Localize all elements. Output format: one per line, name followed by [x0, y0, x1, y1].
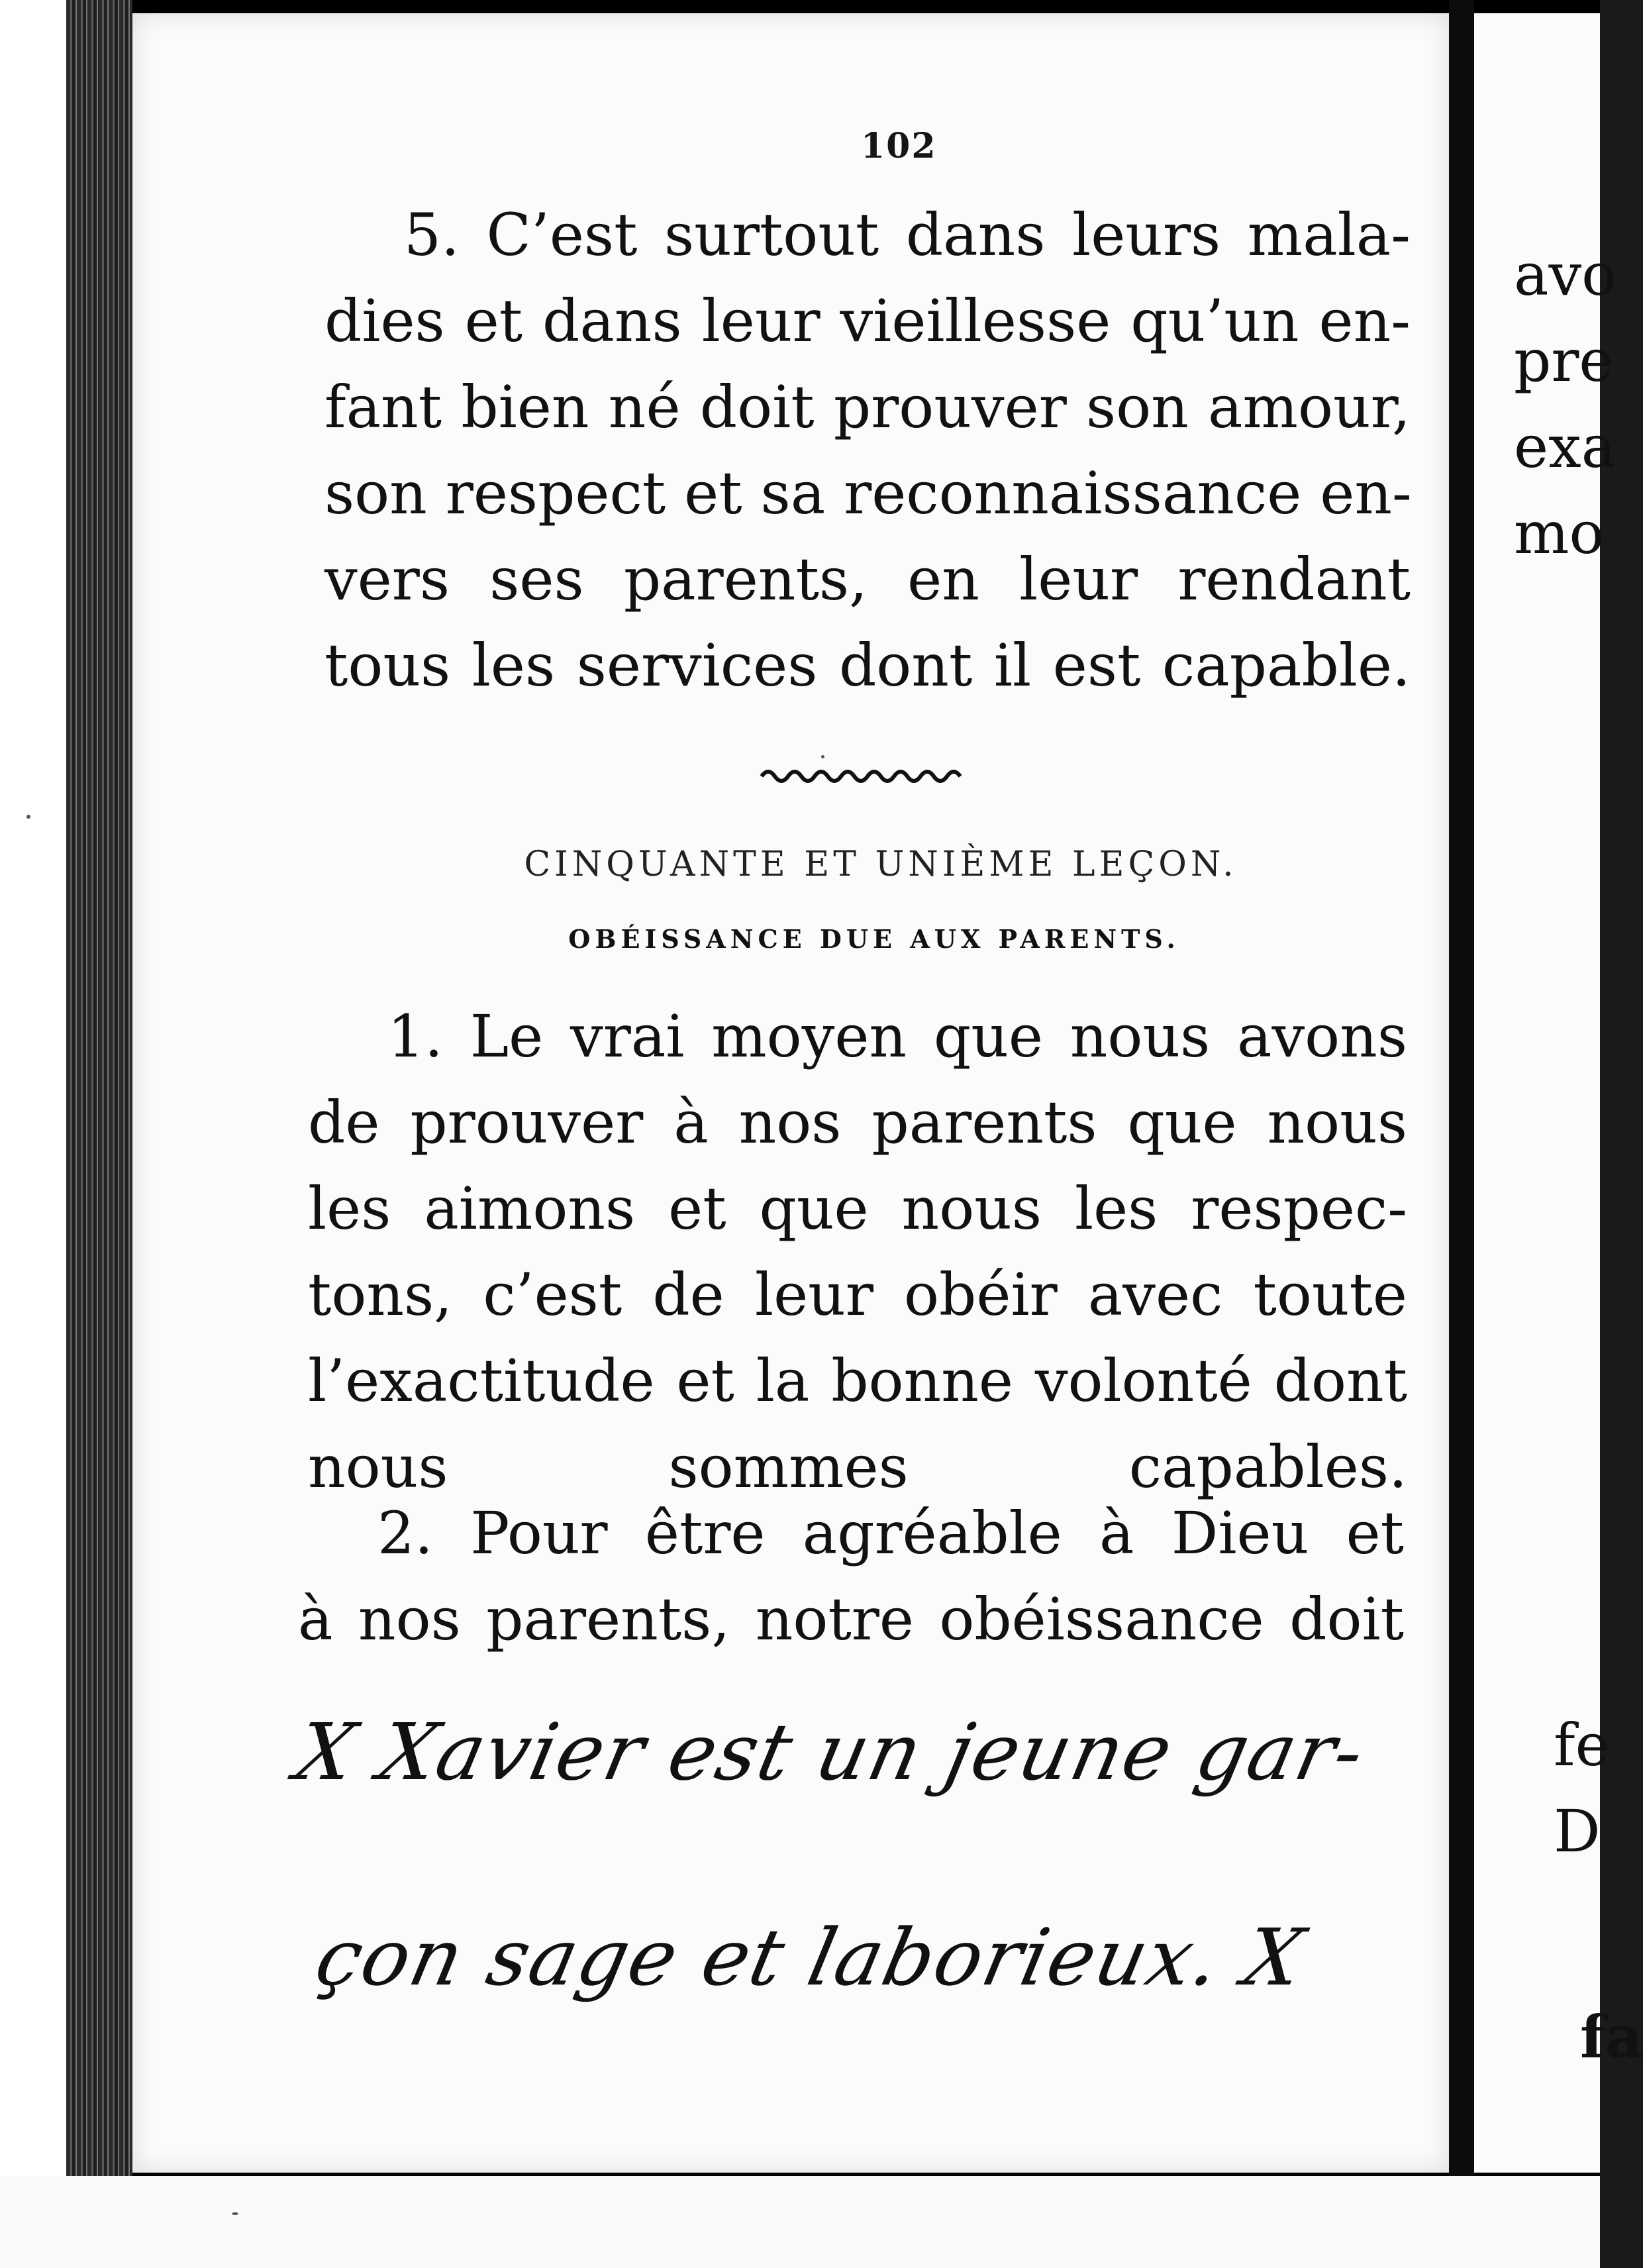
text-line: 1. Le vrai moyen que nous avons [387, 1002, 1407, 1070]
text-fragment: avo [1514, 240, 1617, 309]
book-page-edges [66, 0, 132, 2268]
facing-page-fragment [1474, 13, 1643, 2173]
text-line: tons, c’est de leur obéir avec toute [308, 1261, 1407, 1329]
lesson-title: CINQUANTE ET UNIÈME LEÇON. [524, 845, 1238, 884]
handwriting-model-line: X Xavier est un jeune gar- [288, 1706, 1373, 1798]
text-fragment: pre [1514, 327, 1614, 395]
text-line: tous les services dont il est capable. [324, 631, 1411, 699]
scan-bottom-margin [0, 2176, 1600, 2268]
scan-speck [232, 2212, 238, 2215]
text-line: nous sommes capables. [308, 1433, 1407, 1501]
scan-speck [821, 755, 824, 758]
text-line: l’exactitude et la bonne volonté dont [308, 1347, 1407, 1415]
text-line: à nos parents, notre obéissance doit [298, 1585, 1404, 1653]
handwriting-model-line: çon sage et laborieux. X [308, 1912, 1313, 2003]
lesson-subtitle: OBÉISSANCE DUE AUX PARENTS. [568, 924, 1180, 954]
text-fragment: mo [1514, 499, 1605, 567]
text-fragment: exa [1514, 413, 1617, 481]
page-number: 102 [861, 126, 937, 166]
text-line: dies et dans leur vieillesse qu’un en- [324, 287, 1411, 355]
scan-speck [26, 815, 30, 819]
paragraph-1 [308, 994, 1407, 1510]
text-line: son respect et sa reconnaissance en- [324, 459, 1412, 527]
text-line: 5. C’est surtout dans leurs mala- [404, 201, 1411, 269]
text-fragment: D [1554, 1797, 1601, 1865]
left-margin [0, 0, 66, 2268]
text-line: 2. Pour être agréable à Dieu et [377, 1499, 1404, 1567]
text-line: de prouver à nos parents que nous [308, 1088, 1407, 1157]
book-gutter [1449, 0, 1474, 2268]
text-fragment: fa [1580, 2002, 1643, 2071]
paragraph-2 [298, 1490, 1404, 1663]
text-line: vers ses parents, en leur rendant [324, 545, 1411, 613]
text-line: fant bien né doit prouver son amour, [324, 373, 1411, 441]
facing-page-script [1554, 1702, 1610, 1875]
wavy-divider-ornament [758, 762, 964, 788]
paragraph-5 [324, 192, 1411, 709]
text-fragment: fe [1554, 1711, 1610, 1779]
text-line: les aimons et que nous les respec- [308, 1174, 1407, 1243]
facing-page-text [1514, 232, 1617, 576]
